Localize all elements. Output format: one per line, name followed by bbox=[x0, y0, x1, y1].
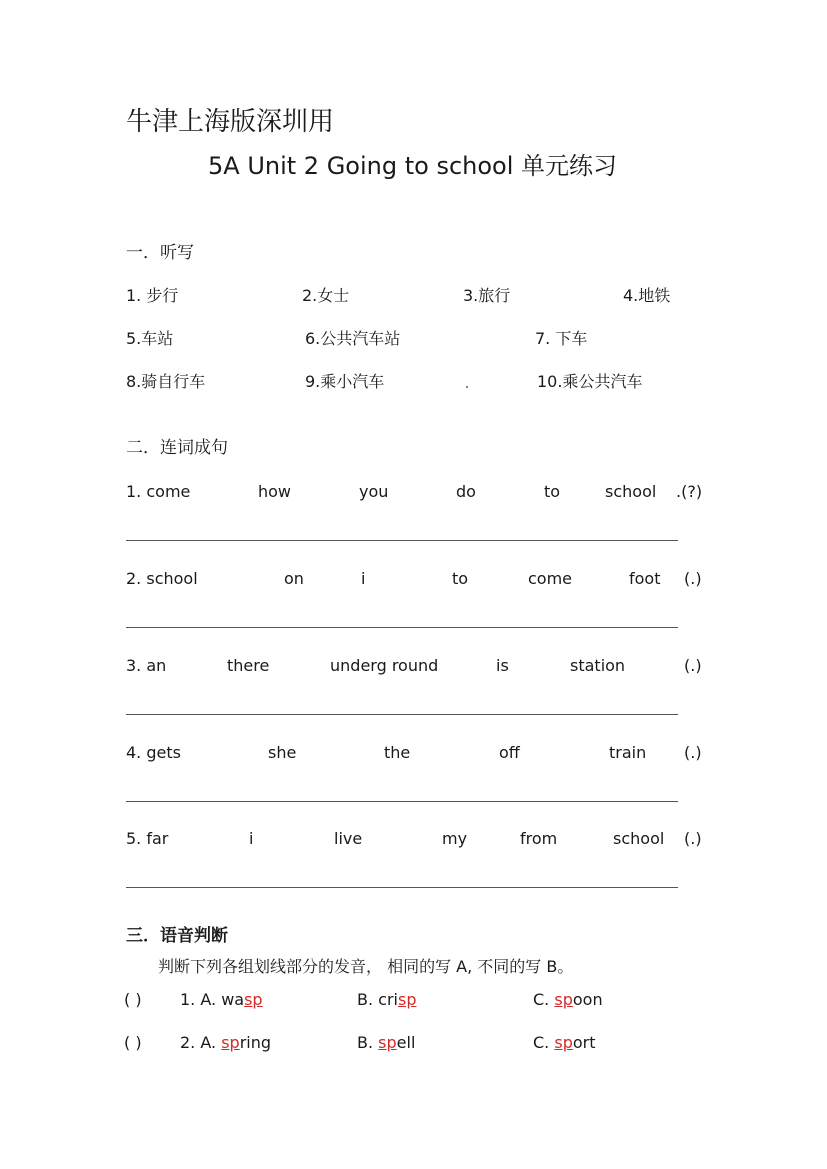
punctuation: (.) bbox=[684, 656, 702, 675]
word: underg round bbox=[330, 656, 439, 675]
word: to bbox=[544, 482, 561, 501]
option-b: B. spell bbox=[357, 1033, 416, 1052]
word: my bbox=[442, 829, 468, 848]
word-order-row bbox=[0, 742, 827, 766]
word-order-row bbox=[0, 568, 827, 592]
word: is bbox=[496, 656, 509, 675]
word: she bbox=[268, 743, 297, 762]
word: 1. come bbox=[126, 482, 191, 501]
word: school bbox=[613, 829, 665, 848]
section1-heading: 一．听写 bbox=[126, 243, 194, 263]
word-order-row bbox=[0, 655, 827, 679]
question-number: 2. A. spring bbox=[180, 1033, 272, 1052]
document-title: 牛津上海版深圳用 bbox=[126, 107, 335, 137]
underlined-sound: sp bbox=[554, 990, 573, 1009]
dictation-item: 1. 步行 bbox=[126, 286, 179, 305]
underlined-sound: sp bbox=[397, 990, 417, 1009]
word: 2. school bbox=[126, 569, 198, 588]
option-c: C. spoon bbox=[533, 990, 603, 1009]
punctuation: (.) bbox=[684, 569, 702, 588]
word: foot bbox=[629, 569, 661, 588]
answer-line[interactable] bbox=[126, 801, 678, 802]
option-c: C. sport bbox=[533, 1033, 596, 1052]
word: i bbox=[249, 829, 254, 848]
word-order-row bbox=[0, 828, 827, 852]
answer-line[interactable] bbox=[126, 540, 678, 541]
answer-bracket[interactable]: ( ) bbox=[124, 990, 142, 1009]
word: train bbox=[609, 743, 647, 762]
section2-heading: 二．连词成句 bbox=[126, 438, 228, 458]
word: 5. far bbox=[126, 829, 169, 848]
word-order-row bbox=[0, 481, 827, 505]
dictation-item: 8.骑自行车 bbox=[126, 372, 206, 391]
section3-heading: 三．语音判断 bbox=[126, 926, 228, 946]
punctuation: .(?) bbox=[676, 482, 703, 501]
underlined-sound: sp bbox=[378, 1033, 397, 1052]
phonics-question bbox=[0, 1032, 827, 1056]
word: to bbox=[452, 569, 469, 588]
word: off bbox=[499, 743, 520, 762]
word: come bbox=[528, 569, 573, 588]
dictation-item: 6.公共汽车站 bbox=[305, 329, 401, 348]
punctuation: (.) bbox=[684, 829, 702, 848]
word: school bbox=[605, 482, 657, 501]
underlined-sound: sp bbox=[244, 990, 263, 1009]
underlined-sound: sp bbox=[554, 1033, 573, 1052]
answer-line[interactable] bbox=[126, 627, 678, 628]
word: 4. gets bbox=[126, 743, 181, 762]
dictation-item: 5.车站 bbox=[126, 329, 174, 348]
answer-line[interactable] bbox=[126, 714, 678, 715]
word: you bbox=[359, 482, 389, 501]
word: the bbox=[384, 743, 411, 762]
stray-dot bbox=[466, 386, 468, 388]
word: station bbox=[570, 656, 626, 675]
word: do bbox=[456, 482, 476, 501]
punctuation: (.) bbox=[684, 743, 702, 762]
word: live bbox=[334, 829, 363, 848]
question-number: 1. A. wasp bbox=[180, 990, 263, 1009]
word: 3. an bbox=[126, 656, 167, 675]
dictation-item: 10.乘公共汽车 bbox=[537, 372, 643, 391]
section3-instruction: 判断下列各组划线部分的发音， 相同的写 A, 不同的写 B。 bbox=[158, 957, 574, 976]
document-subtitle: 5A Unit 2 Going to school 单元练习 bbox=[208, 152, 618, 180]
dictation-item: 7. 下车 bbox=[535, 329, 588, 348]
phonics-question bbox=[0, 989, 827, 1013]
word: there bbox=[227, 656, 270, 675]
answer-bracket[interactable]: ( ) bbox=[124, 1033, 142, 1052]
word: i bbox=[361, 569, 366, 588]
word: from bbox=[520, 829, 558, 848]
word: how bbox=[258, 482, 292, 501]
dictation-item: 3.旅行 bbox=[463, 286, 511, 305]
dictation-item: 4.地铁 bbox=[623, 286, 671, 305]
dictation-item: 2.女士 bbox=[302, 286, 350, 305]
underlined-sound: sp bbox=[221, 1033, 240, 1052]
option-b: B. crisp bbox=[357, 990, 417, 1009]
dictation-item: 9.乘小汽车 bbox=[305, 372, 385, 391]
word: on bbox=[284, 569, 304, 588]
answer-line[interactable] bbox=[126, 887, 678, 888]
